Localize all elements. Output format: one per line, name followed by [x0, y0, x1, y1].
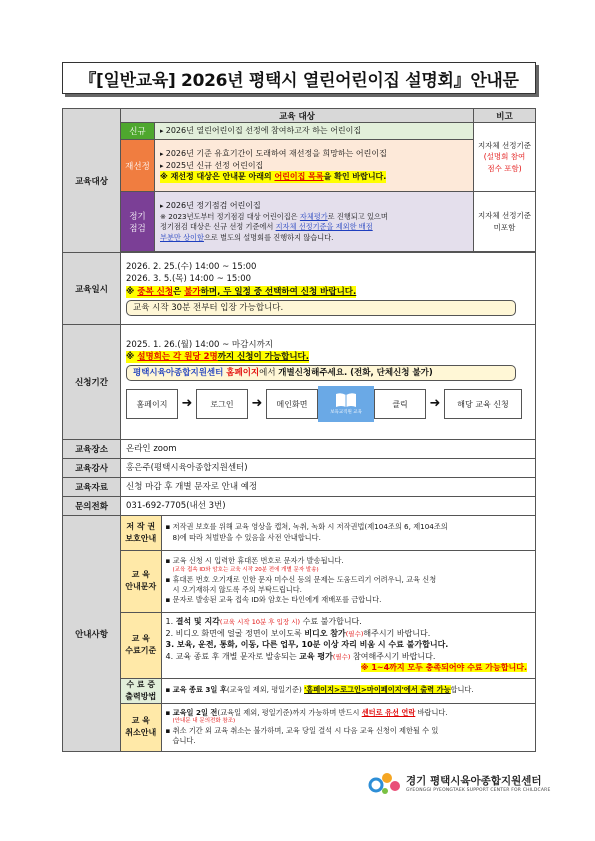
schedule-label: 교육일시	[63, 253, 121, 325]
step-click: 클릭	[374, 389, 426, 419]
guide-label: 안내사항	[63, 516, 121, 752]
completion-warning: ※ 1~4까지 모두 충족되어야 수료 가능합니다.	[360, 663, 527, 673]
completion-title: 교 육 수료기준	[121, 612, 161, 678]
category-check: 정기 점검	[121, 192, 155, 252]
target-list-link[interactable]: 어린이집 목록	[274, 172, 324, 182]
guide-table	[121, 516, 535, 751]
target-header: 교육 대상	[121, 109, 474, 123]
material-value: 신청 마감 후 개별 문자로 안내 예정	[121, 478, 536, 497]
copyright-title: 저 작 권 보호안내	[121, 516, 161, 550]
title-box	[62, 62, 536, 94]
target-check-line3: 정기점검 대상은 신규 선정 기준에서 지자체 선정기준을 제외한 배점	[160, 222, 373, 232]
book-icon	[318, 386, 374, 422]
logo-icon	[368, 770, 402, 796]
remark-header: 비고	[474, 109, 536, 123]
schedule-line2: 2026. 3. 5.(목) 14:00 ~ 15:00	[126, 274, 252, 285]
schedule-entry-pill: 교육 시작 30분 전부터 입장 가능합니다.	[126, 300, 516, 316]
target-re-note: ※ 재선정 대상은 안내문 아래의 어린이집 목록을 확인 바랍니다.	[160, 172, 387, 182]
arrow-right-icon: ➜	[251, 396, 263, 412]
apply-line1: 2025. 1. 26.(월) 14:00 ~ 마감시까지	[126, 339, 273, 350]
target-new-line: ▸ 2026년 열린어린이집 선정에 참여하고자 하는 어린이집	[160, 126, 361, 135]
target-re-line2: ▸ 2025년 신규 선정 어린이집	[160, 160, 468, 172]
step-apply: 해당 교육 신청	[444, 389, 522, 419]
place-label: 교육장소	[63, 440, 121, 459]
place-value: 온라인 zoom	[121, 440, 536, 459]
remark-1-a: 지자체 선정기준	[477, 141, 532, 151]
phone-value: 031-692-7705(내선 3번)	[121, 497, 536, 516]
schedule-content	[121, 253, 536, 325]
target-label: 교육대상	[63, 109, 121, 253]
cancel-content: ▪ 교육일 2일 전(교육일 제외, 평일기준)까지 가능하며 반드시 센터로 유선 연락 바랍니다. (안내문 내 문의전화 참조) ▪ 취소 기간 외 교육 취소는 불가하며, 교육 당일 결석 시 다음 교육 신청이 제한될 수 있 습니다.	[161, 703, 535, 751]
org-logo	[368, 770, 551, 796]
schedule-line1: 2026. 2. 25.(수) 14:00 ~ 15:00	[126, 261, 257, 272]
step-login: 로그인	[196, 389, 248, 419]
certificate-content: ▪ 교육 종료 3일 후(교육일 제외, 평일기준) '홈페이지>로그인>마이페이지'에서 출력 가능합니다.	[161, 678, 535, 703]
cancel-title: 교 육 취소안내	[121, 703, 161, 751]
copyright-content: ▪ 저작권 보호를 위해 교육 영상을 캡쳐, 녹취, 녹화 시 저작권법(제104조의 6, 제104조의 8)에 따라 처벌받을 수 있음을 사전 안내합니다.	[161, 516, 535, 550]
apply-warning: ※ 설명회는 각 원당 2명까지 신청이 가능합니다.	[126, 351, 309, 362]
target-new-row	[155, 123, 474, 140]
apply-label: 신청기간	[63, 325, 121, 440]
remark-1	[474, 123, 536, 192]
schedule-warning: ※ 중복 신청은 불가하며, 두 일정 중 선택하여 신청 바랍니다.	[126, 286, 357, 297]
sms-title: 교 육 안내문자	[121, 550, 161, 612]
sms-content: ▪ 교육 신청 시 입력한 휴대폰 번호로 문자가 발송됩니다. (교육 접속 ID와 암호는 교육 시작 20분 전에 개별 문자 발송) ▪ 휴대폰 번호 오기재로 인한 문자 미수신 등의 문제는 도움드리기 어려우니, 교육 신청 시 오기재하지 않도록 주의 부탁드립니다. ▪ 문자로 발송된 교육 접속 ID와 암호는 타인에게 재배포를 금합니다.	[161, 550, 535, 612]
category-new: 신규	[121, 123, 155, 140]
org-name-en: GYEONGGI PYEONGTAEK SUPPORT CENTER FOR CHILDCARE	[406, 788, 551, 793]
remark-1-b: (설명회 참여	[483, 152, 526, 162]
target-check-line1: ▸ 2026년 정기점검 어린이집	[160, 200, 468, 212]
category-re: 재선정	[121, 140, 155, 192]
phone-label: 문의전화	[63, 497, 121, 516]
target-re-row	[155, 140, 474, 192]
target-check-row	[155, 192, 474, 252]
certificate-title: 수 료 증 출력방법	[121, 678, 161, 703]
remark-1-c: 점수 포함)	[487, 163, 522, 173]
book-icon-caption: 보육교직원 교육	[330, 410, 362, 416]
apply-steps	[126, 386, 530, 422]
org-name: 경기 평택시육아종합지원센터	[406, 775, 542, 787]
page-title: 『[일반교육] 2026년 평택시 열린어린이집 설명회』안내문	[79, 70, 519, 91]
remark-2: 지자체 선정기준 미포함	[474, 192, 536, 252]
apply-method-pill: 평택시육아종합지원센터 홈페이지에서 개별신청해주세요. (전화, 단체신청 불가)	[126, 365, 516, 381]
target-check-line2: ※ 2023년도부터 정기점검 대상 어린이집은 자체평가로 진행되고 있으며	[160, 211, 388, 221]
target-check-line4: 부분만 상이함으로 별도의 설명회를 진행하지 않습니다.	[160, 232, 334, 242]
target-re-line1: ▸ 2026년 기준 유효기간이 도래하여 재선정을 희망하는 어린이집	[160, 148, 468, 160]
arrow-right-icon: ➜	[429, 396, 441, 412]
lecturer-label: 교육강사	[63, 459, 121, 478]
info-table	[62, 108, 536, 752]
step-homepage: 홈페이지	[126, 389, 178, 419]
apply-content	[121, 325, 536, 440]
lecturer-value: 홍은주(평택시육아종합지원센터)	[121, 459, 536, 478]
step-main: 메인화면	[266, 389, 318, 419]
material-label: 교육자료	[63, 478, 121, 497]
arrow-right-icon: ➜	[181, 396, 193, 412]
completion-content: 1. 결석 및 지각(교육 시작 10분 후 입장 시) 수료 불가합니다. 2. 비디오 화면에 얼굴 정면이 보이도록 비디오 참가(필수)해주시기 바랍니다. 3. 보육, 운전, 통화, 이동, 다른 업무, 10분 이상 자리 비움 시 수료 불가합니다. 4. 교육 종료 후 개별 문자로 발송되는 교육 평가(필수) 참여해주시기 바랍니다. ※ 1~4까지 모두 충족되어야 수료 가능합니다.	[161, 612, 535, 678]
